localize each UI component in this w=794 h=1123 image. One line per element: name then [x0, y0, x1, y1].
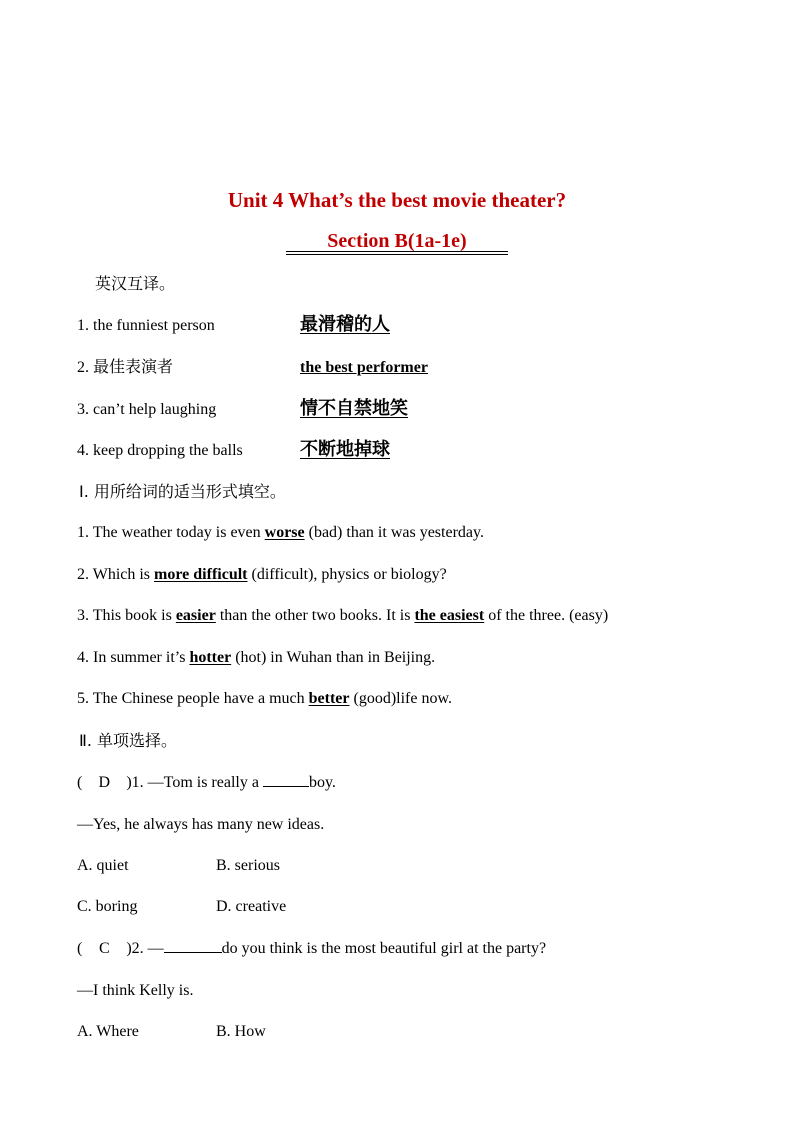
translate-q1: 1. the funniest person [77, 317, 215, 334]
item-text: 5. The Chinese people have a much [77, 690, 309, 707]
item-text: (good)life now. [349, 690, 452, 707]
mc-q2-reply: —I think Kelly is. [77, 982, 194, 999]
translate-a2: the best performer [300, 359, 428, 376]
answer: hotter [189, 649, 232, 666]
answer: worse [264, 524, 305, 541]
blank [164, 940, 222, 953]
section-underline-2 [286, 254, 508, 255]
mc-q1 [77, 773, 336, 793]
paren: ( [77, 940, 83, 957]
translate-q2 [77, 358, 173, 378]
section-underline [286, 251, 508, 252]
paren: ( [77, 774, 83, 791]
part1-heading: Ⅰ. 用所给词的适当形式填空。 [79, 482, 286, 501]
item-text: 2. Which is [77, 566, 155, 583]
part1-item-2 [77, 565, 447, 585]
answer: the easiest [414, 607, 485, 624]
part1-item-3 [77, 606, 608, 626]
translate-a1: 最滑稽的人 [300, 314, 390, 335]
section-title: Section B(1a-1e) [327, 230, 467, 252]
item-text: (difficult), physics or biology? [247, 566, 447, 583]
blank [263, 774, 309, 787]
mc-answer: D [98, 774, 111, 791]
mc-q1-option-c: C. boring [77, 898, 138, 915]
translate-q3: 3. can’t help laughing [77, 401, 217, 418]
part2-heading: Ⅱ. 单项选择。 [79, 731, 178, 750]
part1-item-1 [77, 523, 484, 543]
mc-q2-option-b: B. How [216, 1023, 266, 1040]
item-text: (hot) in Wuhan than in Beijing. [231, 649, 436, 666]
unit-title: Unit 4 What’s the best movie theater? [227, 188, 567, 212]
question-text: do you think is the most beautiful girl at the party? [221, 940, 547, 957]
translate-instruction: 英汉互译。 [95, 274, 176, 293]
mc-q1-option-a: A. quiet [77, 857, 129, 874]
item-text: 3. This book is [77, 607, 176, 624]
mc-answer: C [98, 940, 110, 957]
item-text: 1. The weather today is even [77, 524, 265, 541]
question-text: )1. —Tom is really a [126, 774, 263, 791]
answer: better [308, 690, 350, 707]
item-text: 4. In summer it’s [77, 649, 190, 666]
question-text: boy. [308, 774, 336, 791]
question-text: )2. — [126, 940, 164, 957]
mc-q1-option-b: B. serious [216, 857, 280, 874]
part1-item-5 [77, 689, 452, 709]
mc-q1-option-d: D. creative [216, 898, 287, 915]
mc-q2 [77, 939, 546, 959]
part1-item-4 [77, 648, 435, 668]
mc-q2-option-a: A. Where [77, 1023, 139, 1040]
mc-q1-reply: —Yes, he always has many new ideas. [77, 816, 325, 833]
item-text: of the three. (easy) [484, 607, 609, 624]
answer: more difficult [154, 566, 248, 583]
translate-q2-text: 2. 最佳表演者 [77, 359, 174, 376]
translate-q4: 4. keep dropping the balls [77, 442, 243, 459]
translate-a4: 不断地掉球 [300, 439, 390, 460]
translate-a3: 情不自禁地笑 [300, 398, 408, 419]
answer: easier [175, 607, 216, 624]
item-text: (bad) than it was yesterday. [304, 524, 484, 541]
item-text: than the other two books. It is [215, 607, 415, 624]
